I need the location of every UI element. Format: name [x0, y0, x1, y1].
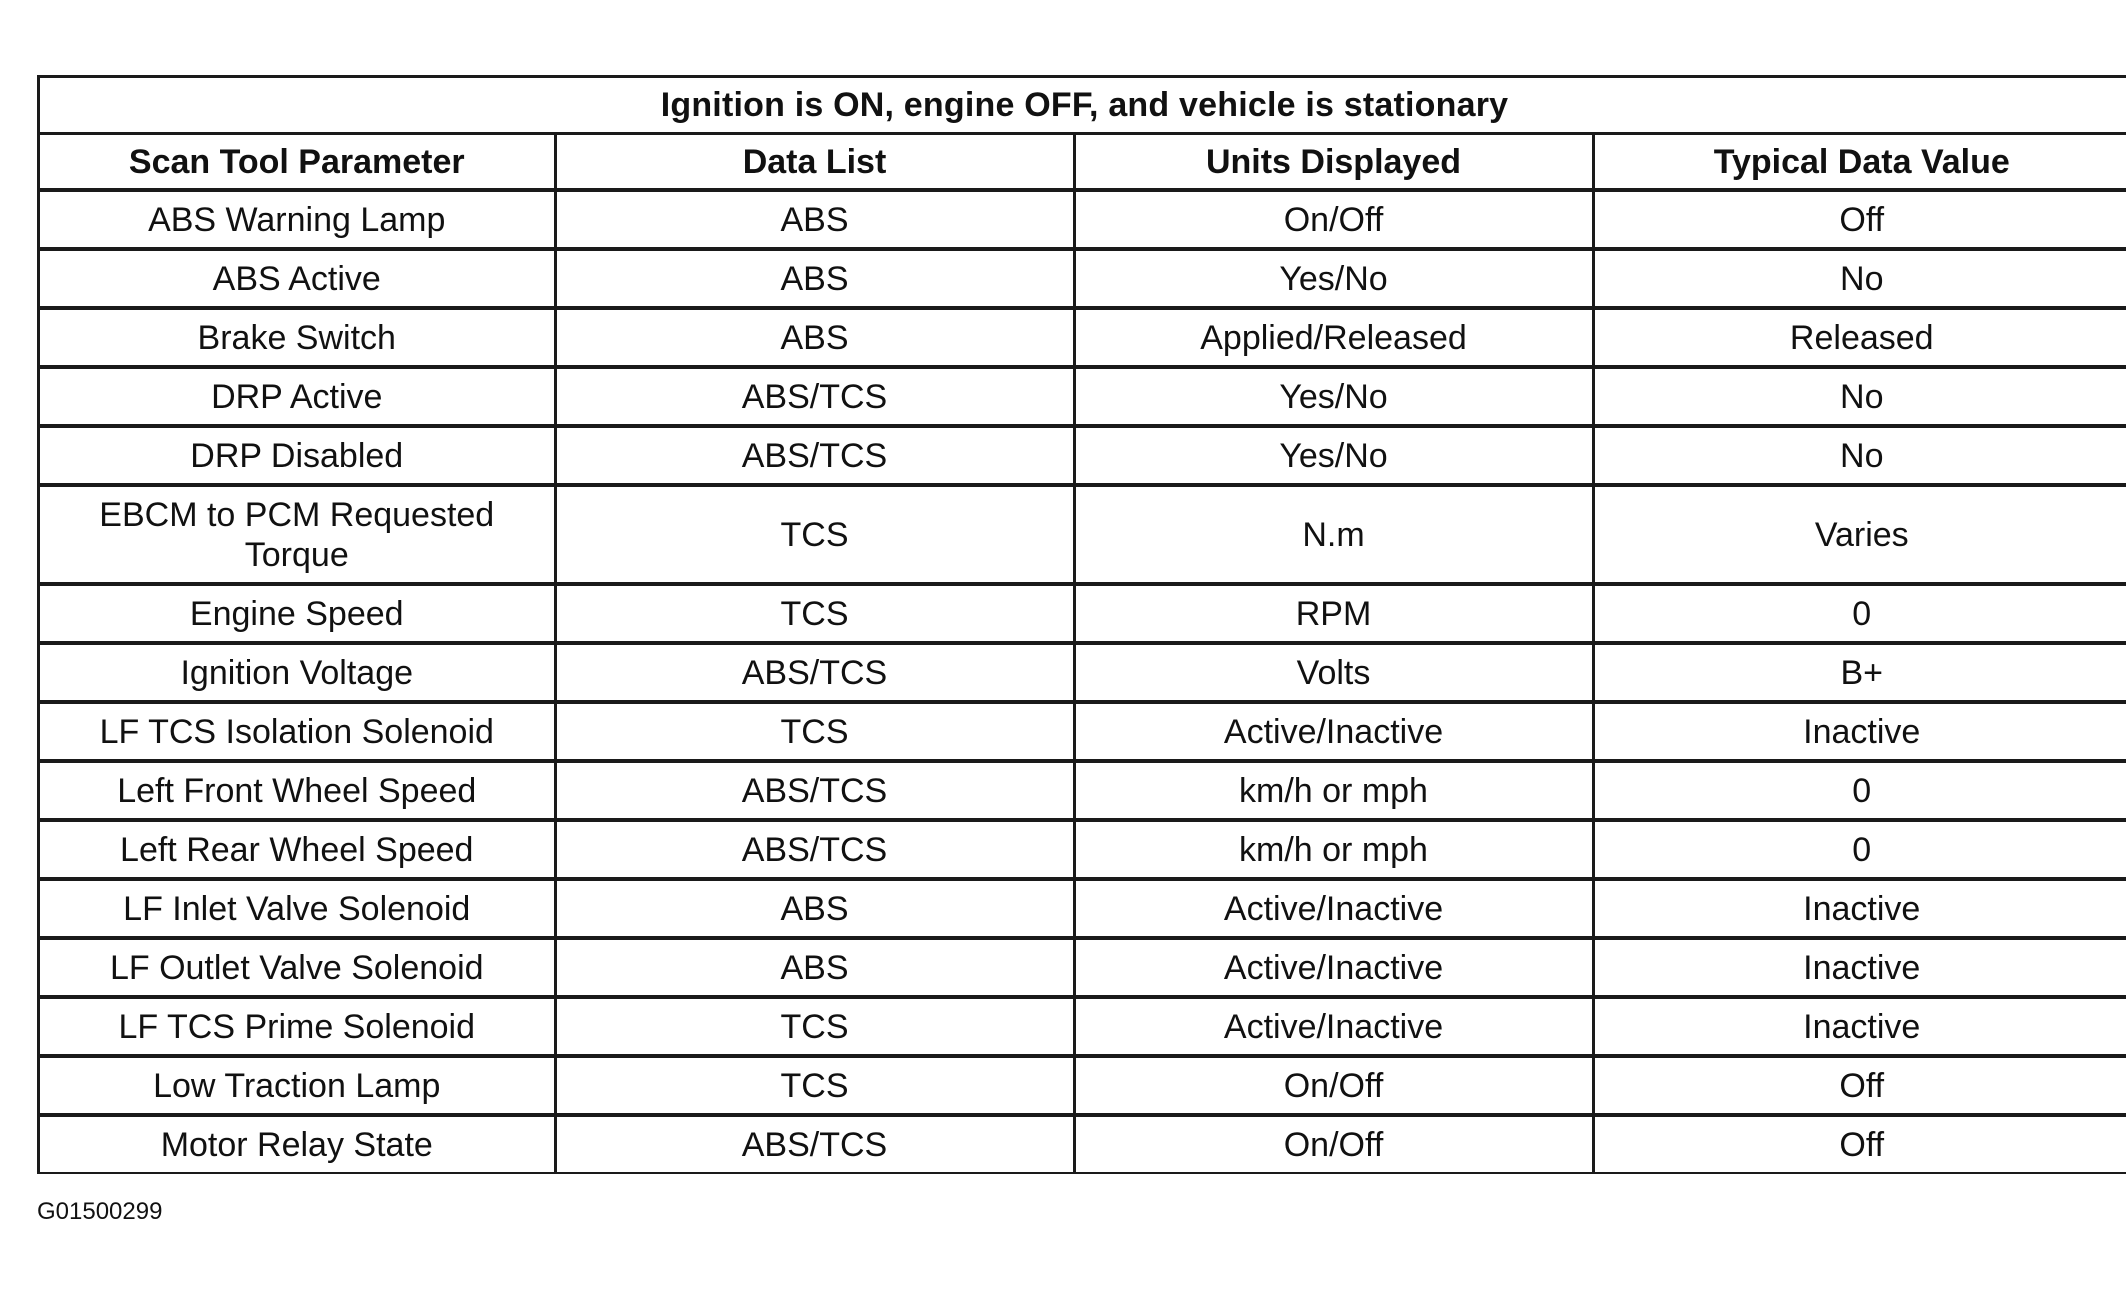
header-row	[40, 135, 2126, 190]
units-cell: Yes/No	[1074, 367, 1593, 426]
table-row	[40, 190, 2126, 249]
typical-value-cell: Released	[1593, 308, 2126, 367]
table-row	[40, 367, 2126, 426]
typical-value-cell: Inactive	[1593, 702, 2126, 761]
units-cell: Active/Inactive	[1074, 879, 1593, 938]
header-units-displayed: Units Displayed	[1074, 135, 1593, 190]
typical-value-cell: Inactive	[1593, 879, 2126, 938]
parameter-cell: Low Traction Lamp	[40, 1056, 555, 1115]
units-cell: Yes/No	[1074, 426, 1593, 485]
data-list-cell: ABS	[555, 308, 1074, 367]
parameter-cell: LF TCS Prime Solenoid	[40, 997, 555, 1056]
data-list-cell: ABS	[555, 938, 1074, 997]
data-list-cell: TCS	[555, 702, 1074, 761]
typical-value-cell: Off	[1593, 1115, 2126, 1173]
table-row	[40, 879, 2126, 938]
table-row	[40, 938, 2126, 997]
parameter-cell: DRP Disabled	[40, 426, 555, 485]
data-list-cell: ABS/TCS	[555, 820, 1074, 879]
table-row	[40, 1056, 2126, 1115]
parameter-cell: Brake Switch	[40, 308, 555, 367]
parameter-cell: Ignition Voltage	[40, 643, 555, 702]
parameter-cell: LF TCS Isolation Solenoid	[40, 702, 555, 761]
units-cell: On/Off	[1074, 190, 1593, 249]
units-cell: Applied/Released	[1074, 308, 1593, 367]
parameter-cell: LF Inlet Valve Solenoid	[40, 879, 555, 938]
typical-value-cell: Inactive	[1593, 938, 2126, 997]
parameter-cell: Motor Relay State	[40, 1115, 555, 1173]
units-cell: Yes/No	[1074, 249, 1593, 308]
data-list-cell: ABS	[555, 190, 1074, 249]
typical-value-cell: Off	[1593, 190, 2126, 249]
table-row	[40, 1115, 2126, 1173]
table-row	[40, 426, 2126, 485]
parameter-cell: Engine Speed	[40, 584, 555, 643]
units-cell: Active/Inactive	[1074, 938, 1593, 997]
data-list-cell: ABS/TCS	[555, 1115, 1074, 1173]
table-row	[40, 997, 2126, 1056]
data-list-cell: TCS	[555, 485, 1074, 584]
table-row	[40, 820, 2126, 879]
header-scan-tool-parameter: Scan Tool Parameter	[40, 135, 555, 190]
data-list-cell: TCS	[555, 584, 1074, 643]
table-row	[40, 584, 2126, 643]
typical-value-cell: Off	[1593, 1056, 2126, 1115]
typical-value-cell: Varies	[1593, 485, 2126, 584]
parameter-cell: Left Front Wheel Speed	[40, 761, 555, 820]
typical-value-cell: 0	[1593, 761, 2126, 820]
data-list-cell: TCS	[555, 1056, 1074, 1115]
table-row	[40, 308, 2126, 367]
units-cell: km/h or mph	[1074, 761, 1593, 820]
units-cell: Active/Inactive	[1074, 997, 1593, 1056]
figure-code: G01500299	[37, 1198, 163, 1225]
units-cell: On/Off	[1074, 1056, 1593, 1115]
parameter-cell: EBCM to PCM Requested Torque	[40, 485, 555, 584]
data-list-cell: ABS	[555, 249, 1074, 308]
data-list-cell: ABS/TCS	[555, 367, 1074, 426]
parameter-cell: LF Outlet Valve Solenoid	[40, 938, 555, 997]
units-cell: RPM	[1074, 584, 1593, 643]
parameter-cell: ABS Warning Lamp	[40, 190, 555, 249]
units-cell: On/Off	[1074, 1115, 1593, 1173]
typical-value-cell: No	[1593, 249, 2126, 308]
typical-value-cell: No	[1593, 367, 2126, 426]
parameter-cell: Left Rear Wheel Speed	[40, 820, 555, 879]
data-list-cell: ABS/TCS	[555, 426, 1074, 485]
data-grid	[40, 135, 2126, 1174]
data-list-cell: ABS	[555, 879, 1074, 938]
table-row	[40, 643, 2126, 702]
typical-value-cell: B+	[1593, 643, 2126, 702]
parameter-cell: DRP Active	[40, 367, 555, 426]
table-row	[40, 702, 2126, 761]
data-list-cell: ABS/TCS	[555, 643, 1074, 702]
typical-value-cell: 0	[1593, 820, 2126, 879]
table-row	[40, 249, 2126, 308]
typical-value-cell: 0	[1593, 584, 2126, 643]
table-caption: Ignition is ON, engine OFF, and vehicle is stationary	[40, 78, 2126, 135]
parameter-cell: ABS Active	[40, 249, 555, 308]
typical-value-cell: Inactive	[1593, 997, 2126, 1056]
units-cell: N.m	[1074, 485, 1593, 584]
table-row	[40, 761, 2126, 820]
scan-tool-data-table	[37, 75, 2126, 1174]
data-list-cell: TCS	[555, 997, 1074, 1056]
data-list-cell: ABS/TCS	[555, 761, 1074, 820]
table-row	[40, 485, 2126, 584]
header-data-list: Data List	[555, 135, 1074, 190]
units-cell: Volts	[1074, 643, 1593, 702]
typical-value-cell: No	[1593, 426, 2126, 485]
units-cell: km/h or mph	[1074, 820, 1593, 879]
units-cell: Active/Inactive	[1074, 702, 1593, 761]
header-typical-data-value: Typical Data Value	[1593, 135, 2126, 190]
